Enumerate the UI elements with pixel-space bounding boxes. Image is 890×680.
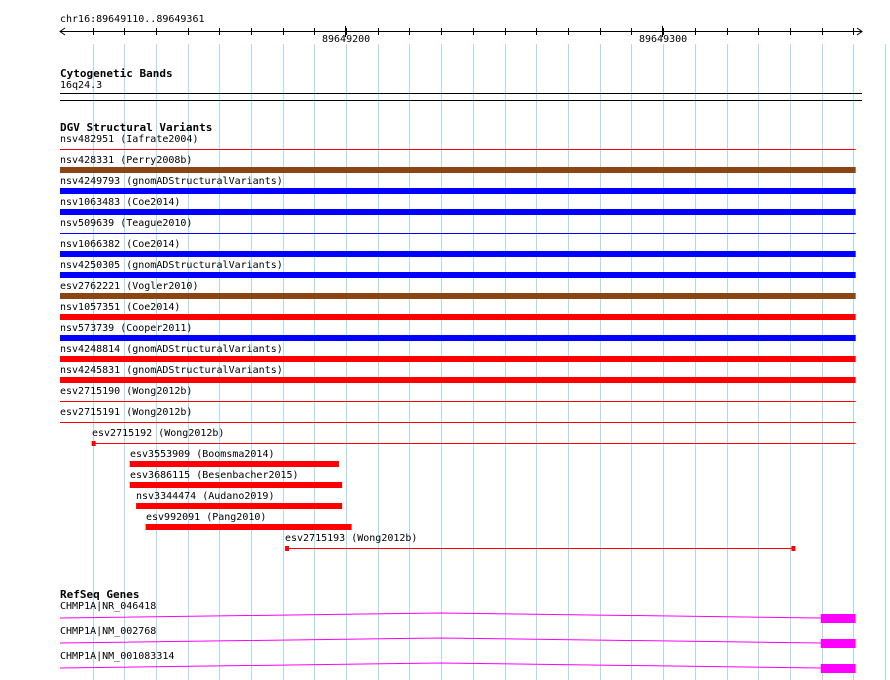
dgv-feature-bar[interactable] [60,272,856,278]
dgv-feature-end-block[interactable] [92,441,96,446]
refseq-exon-block[interactable] [821,614,856,623]
dgv-feature-label[interactable]: nsv428331 (Perry2008b) [60,155,193,166]
dgv-feature-end-block[interactable] [791,546,795,551]
dgv-feature-label[interactable]: nsv4248814 (gnomADStructuralVariants) [60,344,283,355]
dgv-feature-label[interactable]: esv2715193 (Wong2012b) [285,533,418,544]
dgv-feature-label[interactable]: nsv573739 (Cooper2011) [60,323,193,334]
dgv-feature-bar[interactable] [60,314,856,320]
dgv-track-title: DGV Structural Variants [60,121,213,134]
refseq-intron-line[interactable] [60,638,821,643]
dgv-feature-label[interactable]: esv2715190 (Wong2012b) [60,386,193,397]
dgv-feature-label[interactable]: nsv4249793 (gnomADStructuralVariants) [60,176,283,187]
cytoband-label[interactable]: 16q24.3 [60,80,103,91]
dgv-feature-label[interactable]: esv992091 (Pang2010) [146,512,267,523]
refseq-transcript-label[interactable]: CHMP1A|NM_001083314 [60,651,175,662]
ruler-tick-label: 89649300 [639,34,688,45]
dgv-feature-label[interactable]: esv2762221 (Vogler2010) [60,281,199,292]
ruler-tick-label: 89649200 [322,34,371,45]
dgv-feature-bar[interactable] [60,377,856,383]
dgv-feature-bar[interactable] [130,461,339,467]
dgv-feature-bar[interactable] [60,167,856,173]
dgv-feature-end-block[interactable] [285,546,289,551]
dgv-feature-bar[interactable] [60,293,856,299]
dgv-feature-label[interactable]: nsv482951 (Iafrate2004) [60,134,199,145]
dgv-feature-label[interactable]: nsv4250305 (gnomADStructuralVariants) [60,260,283,271]
dgv-feature-label[interactable]: nsv509639 (Teague2010) [60,218,193,229]
refseq-exon-block[interactable] [821,664,856,673]
dgv-feature-bar[interactable] [60,188,856,194]
dgv-feature-label[interactable]: nsv3344474 (Audano2019) [136,491,275,502]
refseq-intron-line[interactable] [60,613,821,618]
dgv-feature-bar[interactable] [60,356,856,362]
dgv-feature-label[interactable]: esv2715192 (Wong2012b) [92,428,225,439]
dgv-feature-bar[interactable] [60,209,856,215]
dgv-feature-label[interactable]: nsv1063483 (Coe2014) [60,197,181,208]
refseq-exon-block[interactable] [821,639,856,648]
dgv-feature-label[interactable]: esv3686115 (Besenbacher2015) [130,470,299,481]
refseq-track-title: RefSeq Genes [60,588,140,601]
dgv-feature-label[interactable]: nsv1057351 (Coe2014) [60,302,181,313]
dgv-feature-label[interactable]: nsv4245831 (gnomADStructuralVariants) [60,365,283,376]
dgv-feature-bar[interactable] [146,524,352,530]
refseq-transcript-label[interactable]: CHMP1A|NM_002768 [60,626,157,637]
dgv-feature-bar[interactable] [60,251,856,257]
dgv-feature-bar[interactable] [136,503,342,509]
dgv-feature-bar[interactable] [60,335,856,341]
dgv-feature-label[interactable]: nsv1066382 (Coe2014) [60,239,181,250]
dgv-feature-bar[interactable] [130,482,342,488]
cytoband-track-title: Cytogenetic Bands [60,67,173,80]
dgv-feature-label[interactable]: esv3553909 (Boomsma2014) [130,449,275,460]
dgv-feature-label[interactable]: esv2715191 (Wong2012b) [60,407,193,418]
ruler-region-label: chr16:89649110..89649361 [60,14,205,25]
refseq-transcript-label[interactable]: CHMP1A|NR_046418 [60,601,157,612]
refseq-intron-line[interactable] [60,663,821,668]
